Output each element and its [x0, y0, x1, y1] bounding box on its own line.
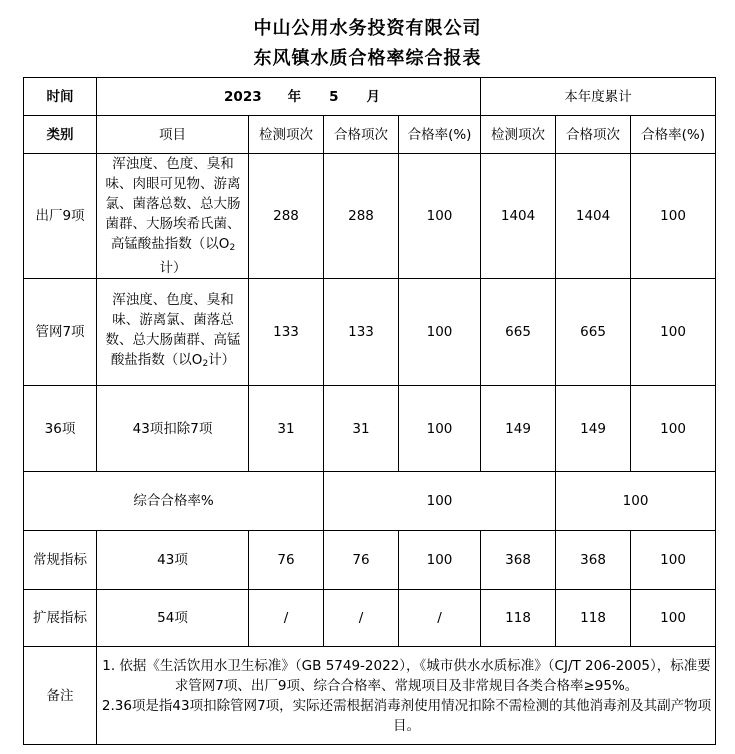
row-category: 管网7项: [24, 279, 97, 386]
row-item-text: 浑浊度、色度、臭和味、肉眼可见物、游离氯、菌落总数、总大肠菌群、大肠埃希氏菌、高锰酸盐指数（以O: [105, 156, 241, 252]
notes-row: [24, 647, 716, 745]
row-tested-cum: 118: [481, 590, 556, 647]
report-title: 东风镇水质合格率综合报表: [253, 48, 482, 69]
row-passed-cum: 118: [556, 590, 631, 647]
time-month: 5: [329, 88, 339, 105]
header-rate-cum: 合格率(%): [631, 116, 716, 154]
notes-line-2: 2.36项是指43项扣除管网7项，实际还需根据消毒剂使用情况扣除不需检测的其他消毒剂及其副产物项目。: [101, 697, 712, 734]
header-passed: 合格项次: [324, 116, 399, 154]
row-rate-cum: 100: [631, 590, 716, 647]
row-passed-cum: 149: [556, 386, 631, 472]
row-item: [97, 154, 249, 279]
time-value: [97, 78, 481, 116]
row-tested: 76: [249, 531, 324, 590]
time-row: [24, 78, 716, 116]
row-rate: 100: [399, 279, 481, 386]
row-passed: /: [324, 590, 399, 647]
row-item-subscript: 2: [202, 359, 209, 369]
table-row: [24, 279, 716, 386]
table-row: [24, 386, 716, 472]
row-category: 扩展指标: [24, 590, 97, 647]
time-year: 2023: [224, 88, 262, 105]
cumulative-label: 本年度累计: [481, 78, 716, 116]
row-passed: 133: [324, 279, 399, 386]
water-quality-table: [23, 77, 716, 745]
row-passed-cum: 368: [556, 531, 631, 590]
row-passed: 31: [324, 386, 399, 472]
notes-content: [97, 647, 716, 745]
row-tested: /: [249, 590, 324, 647]
row-passed: 76: [324, 531, 399, 590]
row-rate-cum: 100: [631, 279, 716, 386]
table-row: [24, 531, 716, 590]
notes-label: 备注: [24, 647, 97, 745]
row-tested: 31: [249, 386, 324, 472]
row-tested-cum: 149: [481, 386, 556, 472]
row-item: [97, 279, 249, 386]
row-passed: 288: [324, 154, 399, 279]
header-item: 项目: [97, 116, 249, 154]
header-passed-cum: 合格项次: [556, 116, 631, 154]
row-item: 43项扣除7项: [97, 386, 249, 472]
combined-label: 综合合格率%: [24, 472, 324, 531]
row-rate-cum: 100: [631, 386, 716, 472]
combined-row: [24, 472, 716, 531]
row-rate-cum: 100: [631, 531, 716, 590]
row-item-subscript: 2: [229, 243, 236, 253]
row-passed-cum: 1404: [556, 154, 631, 279]
row-item-text: 浑浊度、色度、臭和味、游离氯、菌落总数、总大肠菌群、高锰酸盐指数（以O: [105, 292, 241, 368]
combined-value: 100: [324, 472, 556, 531]
time-month-unit: 月: [366, 88, 381, 105]
row-category: 出厂9项: [24, 154, 97, 279]
row-category: 36项: [24, 386, 97, 472]
time-year-unit: 年: [287, 88, 302, 105]
row-item-tail: 计）: [208, 352, 236, 368]
row-category: 常规指标: [24, 531, 97, 590]
row-item: 54项: [97, 590, 249, 647]
table-row: [24, 154, 716, 279]
row-tested-cum: 665: [481, 279, 556, 386]
header-row: [24, 116, 716, 154]
row-rate: /: [399, 590, 481, 647]
time-label: 时间: [24, 78, 97, 116]
header-rate: 合格率(%): [399, 116, 481, 154]
notes-line-1: 1. 依据《生活饮用水卫生标准》（GB 5749-2022），《城市供水水质标准》（CJ/T 206-2005），标准要求管网7项、出厂9项、综合合格率、常规项目及非常规目各类合格率≥95%。: [102, 657, 711, 694]
row-passed-cum: 665: [556, 279, 631, 386]
header-tested: 检测项次: [249, 116, 324, 154]
row-item: 43项: [97, 531, 249, 590]
combined-value-cum: 100: [556, 472, 716, 531]
row-rate: 100: [399, 154, 481, 279]
row-rate: 100: [399, 531, 481, 590]
row-tested-cum: 1404: [481, 154, 556, 279]
row-tested-cum: 368: [481, 531, 556, 590]
row-rate: 100: [399, 386, 481, 472]
header-category: 类别: [24, 116, 97, 154]
header-tested-cum: 检测项次: [481, 116, 556, 154]
row-rate-cum: 100: [631, 154, 716, 279]
table-row: [24, 590, 716, 647]
row-item-tail: 计）: [159, 260, 187, 276]
row-tested: 133: [249, 279, 324, 386]
company-title: 中山公用水务投资有限公司: [253, 18, 482, 39]
row-tested: 288: [249, 154, 324, 279]
